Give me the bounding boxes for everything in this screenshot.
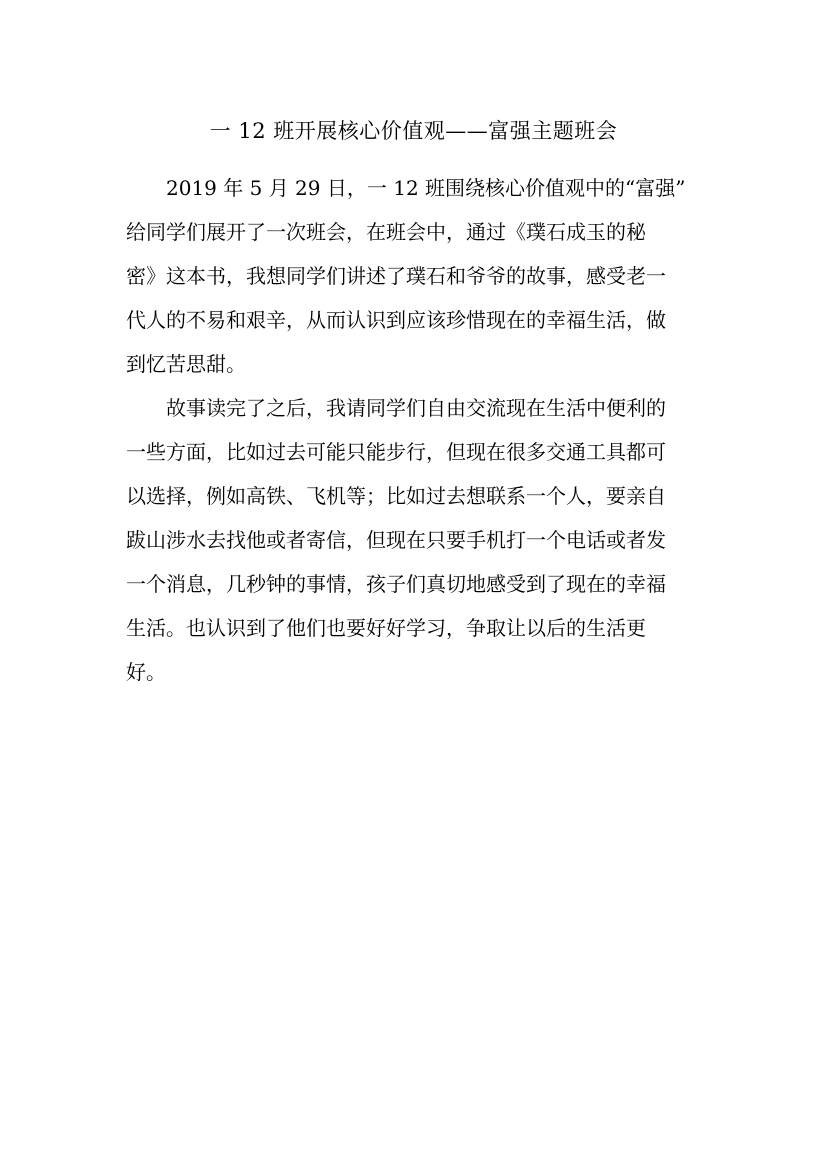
paragraph-1-line: 给同学们展开了一次班会，在班会中，通过《璞石成玉的秘 — [126, 220, 646, 244]
document-title: 一 12 班开展核心价值观——富强主题班会 — [209, 119, 618, 143]
paragraph-2-line: 以选择，例如高铁、飞机等；比如过去想联系一个人，要亲自 — [126, 484, 666, 508]
paragraph-1-line: 2019 年 5 月 29 日，一 12 班围绕核心价值观中的“富强” — [166, 176, 686, 200]
paragraph-2-line: 一些方面，比如过去可能只能步行，但现在很多交通工具都可 — [126, 440, 666, 464]
paragraph-2-line: 生活。也认识到了他们也要好好学习，争取让以后的生活更 — [126, 616, 646, 640]
paragraph-2-line: 跋山涉水去找他或者寄信，但现在只要手机打一个电话或者发 — [126, 528, 666, 552]
paragraph-2-line: 故事读完了之后，我请同学们自由交流现在生活中便利的 — [166, 396, 666, 420]
paragraph-2-line: 好。 — [126, 660, 166, 684]
paragraph-1-line: 密》这本书，我想同学们讲述了璞石和爷爷的故事，感受老一 — [126, 264, 666, 288]
paragraph-2 — [126, 386, 701, 694]
document-body — [126, 166, 701, 694]
paragraph-1-line: 到忆苦思甜。 — [126, 352, 246, 376]
paragraph-2-line: 一个消息，几秒钟的事情，孩子们真切地感受到了现在的幸福 — [126, 572, 666, 596]
paragraph-1 — [126, 166, 701, 386]
paragraph-1-line: 代人的不易和艰辛，从而认识到应该珍惜现在的幸福生活，做 — [126, 308, 666, 332]
